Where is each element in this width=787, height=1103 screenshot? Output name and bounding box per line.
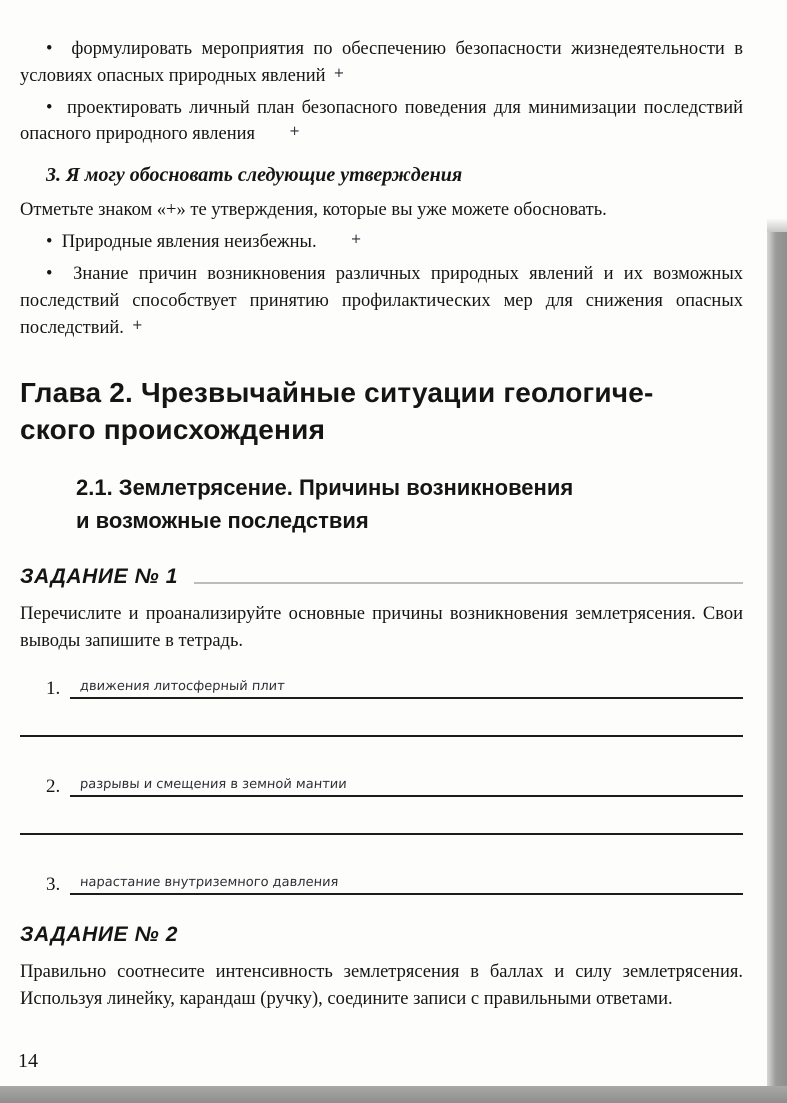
intro-bullet-2 (20, 95, 743, 149)
answer-2-writing-line (70, 767, 743, 797)
page-number: 14 (18, 1050, 38, 1072)
section-3-heading: 3. Я могу обосновать следующие утверждения (46, 164, 463, 187)
intro-bullet-1 (20, 36, 743, 90)
answer-2-handwritten-text: разрывы и смещения в земной мантии (79, 776, 348, 792)
answer-1-number: 1. (46, 677, 61, 699)
handwritten-plus-mark: + (289, 124, 300, 140)
chapter-subtitle-line2: и возможные последствия (76, 508, 369, 534)
blank-writing-line (20, 699, 743, 737)
answer-2-number: 2. (46, 775, 61, 797)
answer-3-handwritten-text: нарастание внутриземного давления (79, 874, 340, 890)
chapter-title-line2: ского происхождения (20, 414, 326, 446)
answer-row-2 (46, 767, 743, 797)
handwritten-plus-mark: + (333, 65, 345, 81)
chapter-title (20, 375, 743, 449)
answer-row-1 (46, 669, 743, 699)
answer-1-handwritten-text: движения литосферный плит (79, 678, 286, 694)
section-3-instruction: Отметьте знаком «+» те утверждения, которые вы уже можете обосновать. (20, 200, 607, 221)
statement-1 (20, 229, 743, 256)
scan-shadow-bottom-edge (0, 1086, 787, 1103)
handwritten-plus-mark: + (131, 317, 143, 333)
task-1-rule-line (194, 582, 743, 584)
chapter-subtitle-line1: 2.1. Землетрясение. Причины возникновения (76, 475, 574, 501)
chapter-subtitle (76, 471, 743, 537)
blank-writing-line (20, 797, 743, 835)
answer-3-number: 3. (46, 873, 61, 895)
task-2-description: Правильно соотнесите интенсивность землетрясения в баллах и силу землетрясения. Используя линейку, карандаш (ручку), соедините записи с правильными ответами. (20, 961, 743, 1009)
task-2-label: ЗАДАНИЕ № 2 (20, 922, 179, 946)
answer-1-writing-line (70, 669, 743, 699)
task-2-heading (20, 923, 743, 947)
task-1-description: Перечислите и проанализируйте основные причины возникновения землетрясения. Свои выводы запишите в тетрадь. (20, 604, 743, 652)
task-1-answers (20, 669, 743, 895)
handwritten-plus-mark: + (350, 232, 362, 248)
chapter-title-line1: Глава 2. Чрезвычайные ситуации геологиче- (20, 377, 654, 409)
intro-bullet-2-text: проектировать личный план безопасного поведения для минимизации последствий опасного природного явления (20, 97, 743, 145)
intro-bullet-1-text: формулировать мероприятия по обеспечению безопасности жизнедеятельности в условиях опасных природных явлений (20, 39, 743, 86)
statement-1-text: Природные явления неизбежны. (61, 232, 317, 253)
scan-shadow-right-edge (767, 232, 787, 1103)
answer-row-3 (46, 865, 743, 895)
statement-2-text: Знание причин возникновения различных природных явлений и их возможных последствий способствует принятию профилактических мер для снижения опасных последствий. (20, 263, 743, 338)
statement-2 (20, 261, 743, 341)
task-1-heading (20, 565, 743, 589)
task-1-label: ЗАДАНИЕ № 1 (20, 565, 179, 589)
answer-3-writing-line (70, 865, 743, 895)
